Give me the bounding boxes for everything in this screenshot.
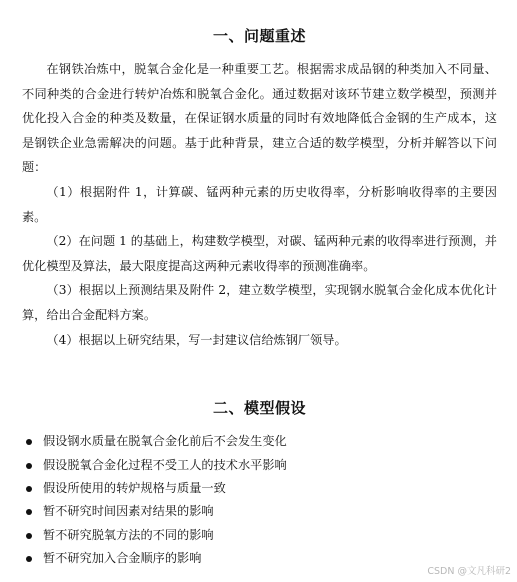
csdn-watermark: CSDN @文凡科研2 [427, 566, 511, 577]
list-item [22, 430, 497, 453]
section-title-model-assumptions: 二、模型假设 [212, 399, 306, 418]
paragraph-question-2: （2）在问题 1 的基础上，构建数学模型，对碳、锰两种元素的收得率进行预测，并优化模型及算法，最大限度提高这两种元素收得率的预测准确率。 [22, 234, 497, 273]
list-item [22, 477, 497, 500]
paragraph-question-1: （1）根据附件 1，计算碳、锰两种元素的历史收得率，分析影响收得率的主要因素。 [22, 184, 497, 224]
section-title-problem-restatement: 一、问题重述 [212, 27, 306, 45]
list-item [22, 547, 497, 570]
assumption-text: 暂不研究加入合金顺序的影响 [43, 551, 202, 566]
list-item [22, 454, 497, 477]
list-item [22, 524, 497, 547]
paragraph-question-3: （3）根据以上预测结果及附件 2，建立数学模型，实现钢水脱氧合金化成本优化计算，给出合金配料方案。 [22, 283, 497, 322]
bullet-icon [26, 509, 32, 515]
list-item [22, 500, 497, 523]
problem-restatement-body [22, 57, 497, 352]
bullet-icon [26, 533, 32, 539]
assumption-text: 假设脱氧合金化过程不受工人的技术水平影响 [43, 457, 287, 472]
bullet-icon [26, 486, 32, 492]
assumption-list [22, 430, 497, 570]
assumption-text: 暂不研究时间因素对结果的影响 [43, 504, 214, 519]
paragraph-question-4: （4）根据以上研究结果，写一封建议信给炼钢厂领导。 [46, 332, 347, 347]
assumption-text: 暂不研究脱氧方法的不同的影响 [43, 527, 214, 542]
bullet-icon [26, 556, 32, 562]
paragraph-background: 在钢铁冶炼中，脱氧合金化是一种重要工艺。根据需求成品钢的种类加入不同量、不同种类的合金进行转炉冶炼和脱氧合金化。通过数据对该环节建立数学模型，预测并优化投入合金的种类及数量，在保证钢水质量的同时有效地降低合金钢的生产成本，这是钢铁企业急需解决的问题。基于此种背景，建立合适的数学模型，分析并解答以下问题： [22, 62, 497, 175]
bullet-icon [26, 463, 32, 469]
assumption-text: 假设所使用的转炉规格与质量一致 [43, 480, 226, 495]
section-spacer [22, 352, 497, 397]
assumption-text: 假设钢水质量在脱氧合金化前后不会发生变化 [43, 434, 287, 449]
bullet-icon [26, 439, 32, 445]
